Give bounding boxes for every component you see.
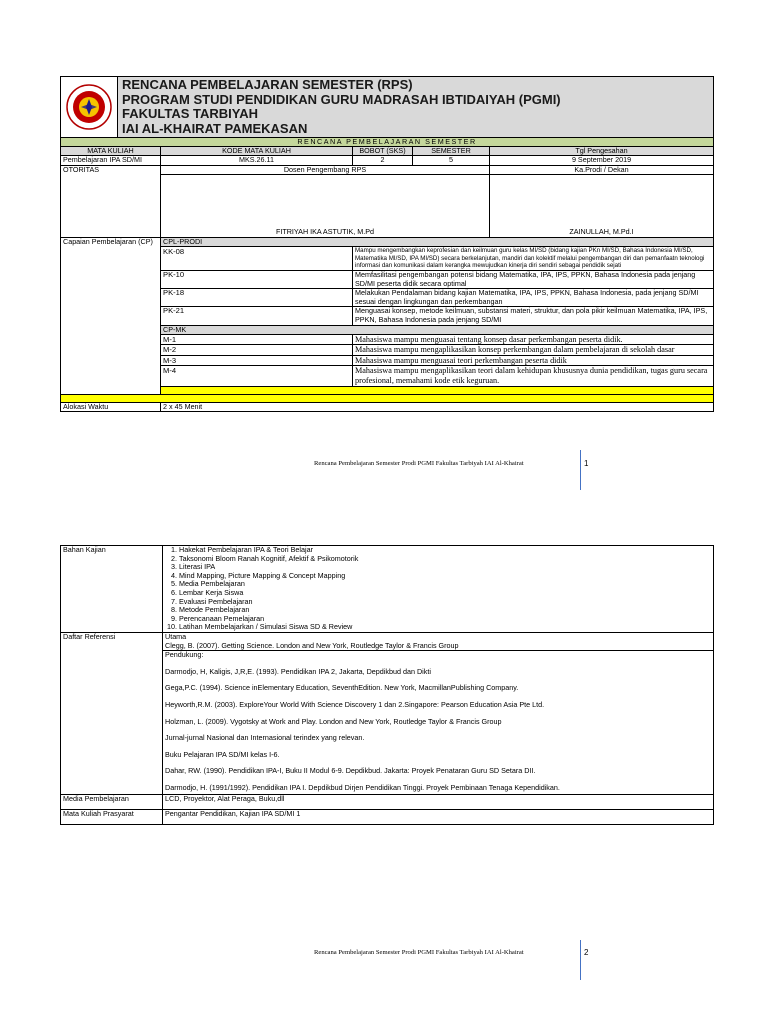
reference-item: Jurnal-jurnal Nasional dan Internasional terindex yang relevan. <box>165 733 365 743</box>
reference-item: Buku Pelajaran IPA SD/MI kelas I-6. <box>165 749 280 759</box>
cpl-code: PK-18 <box>161 289 353 307</box>
cpmk-header: CP-MK <box>161 325 714 334</box>
cpl-header: CPL-PRODI <box>161 238 714 247</box>
course-date: 9 September 2019 <box>490 156 714 166</box>
cpmk-text: Mahasiswa mampu menguasai teori perkembangan peserta didik <box>353 355 714 366</box>
bahan-label: Bahan Kajian <box>61 546 163 633</box>
rps-header <box>61 77 714 138</box>
alokasi-value: 2 x 45 Menit <box>161 402 714 412</box>
cpmk-code: M-1 <box>161 334 353 345</box>
kaprodi-name: ZAINULLAH, M.Pd.I <box>569 226 634 236</box>
university-logo <box>61 77 118 137</box>
alokasi-label: Alokasi Waktu <box>61 402 161 412</box>
cpl-code: PK-10 <box>161 270 353 288</box>
utama-label: Utama <box>165 632 187 641</box>
cpl-text: Melakukan Pendalaman bidang kajian Matematika, IPA, IPS, PPKN, Bahasa Indonesia, pada jenjang SD/MI sesuai dengan lingkungan dan perkembangan <box>353 289 714 307</box>
media-value: LCD, Proyektor, Alat Peraga, Buku,dll <box>163 795 714 810</box>
doc-title: RENCANA PEMBELAJARAN SEMESTER (RPS) <box>122 77 413 92</box>
reference-item: Dahar, RW. (1990). Pendidikan IPA-I, Buku II Modul 6-9. Depdikbud. Jakarta: Proyek Penataran Guru SD Setara DII. <box>165 766 536 776</box>
page-footer-2: Rencana Pembelajaran Semester Prodi PGMI Fakultas Tarbiyah IAI Al-Khairat <box>314 949 524 956</box>
col-semester: SEMESTER <box>413 147 490 156</box>
institution-title: IAI AL-KHAIRAT PAMEKASAN <box>122 120 308 136</box>
faculty-title: FAKULTAS TARBIYAH <box>122 106 259 121</box>
cpl-text: Menguasai konsep, metode keilmuan, substansi materi, struktur, dan pola pikir keilmuan Matematika, IPA, IPS, PPKN, Bahasa Indonesia pada jenjang SD/MI <box>353 307 714 325</box>
utama-ref: Clegg, B. (2007). Getting Science. London and New York, Routledge Taylor & Francis Group <box>165 640 459 650</box>
list-item: 4. Mind Mapping, Picture Mapping & Concept Mapping <box>179 572 711 581</box>
dosen-label: Dosen Pengembang RPS <box>161 165 490 175</box>
rps-band-title: RENCANA PEMBELAJARAN SEMESTER <box>61 138 714 147</box>
page-number-1: 1 <box>584 459 589 468</box>
footer-divider <box>580 450 581 490</box>
list-item: 6. Lembar Kerja Siswa <box>179 589 711 598</box>
cpl-code: PK-21 <box>161 307 353 325</box>
referensi-utama-cell <box>163 632 714 650</box>
capaian-label: Capaian Pembelajaran (CP) <box>61 238 161 394</box>
cpmk-text: Mahasiswa mampu mengaplikasikan konsep perkembangan dalam pembelajaran di sekolah dasar <box>353 345 714 356</box>
page-footer-1: Rencana Pembelajaran Semester Prodi PGMI Fakultas Tarbiyah IAI Al-Khairat <box>314 460 524 467</box>
rps-table <box>60 76 714 412</box>
bahan-list <box>165 546 711 632</box>
bahan-list-cell <box>163 546 714 633</box>
cpl-text: Memfasilitasi pengembangan potensi bidang Matematika, IPA, IPS, PPKN, Bahasa Indonesia pada jenjang SD/MI peserta didik secara optimal <box>353 270 714 288</box>
prasyarat-label: Mata Kuliah Prasyarat <box>61 810 163 825</box>
reference-item: Gega,P.C. (1994). Science inElementary Education, SeventhEdition. New York, MacmillanPublishing Company. <box>165 683 519 693</box>
col-tgl: Tgl Pengesahan <box>490 147 714 156</box>
referensi-pendukung-cell <box>163 651 714 795</box>
prasyarat-value: Pengantar Pendidikan, Kajian IPA SD/MI 1 <box>163 810 714 825</box>
course-name: Pembelajaran IPA SD/MI <box>61 156 161 166</box>
cpmk-code: M-4 <box>161 366 353 386</box>
cpmk-code: M-2 <box>161 345 353 356</box>
col-bobot: BOBOT (SKS) <box>353 147 413 156</box>
col-kode: KODE MATA KULIAH <box>161 147 353 156</box>
logo-emblem-icon <box>66 84 112 130</box>
program-title: PROGRAM STUDI PENDIDIKAN GURU MADRASAH IBTIDAIYAH (PGMI) <box>122 91 561 107</box>
course-sks: 2 <box>353 156 413 166</box>
highlight-row <box>161 386 714 394</box>
dosen-signature-cell <box>161 175 490 238</box>
cpmk-text: Mahasiswa mampu menguasai tentang konsep dasar perkembangan peserta didik. <box>353 334 714 345</box>
reference-item: Heyworth,R.M. (2003). ExploreYour World With Science Discovery 1 dan 2.Singapore: Pearson Education Asia Pte Ltd. <box>165 699 545 709</box>
reference-item: Holzman, L. (2009). Vygotsky at Work and Play. London and New York, Routledge Taylor & Francis Group <box>165 716 502 726</box>
cpl-code: KK-08 <box>161 247 353 271</box>
cpmk-code: M-3 <box>161 355 353 366</box>
dosen-name: FITRIYAH IKA ASTUTIK, M.Pd <box>275 226 375 236</box>
kajian-table <box>60 545 714 825</box>
list-item: 7. Evaluasi Pembelajaran <box>179 598 711 607</box>
list-item: 10. Latihan Membelajarkan / Simulasi Siswa SD & Review <box>179 623 711 632</box>
list-item: 9. Perencanaan Pemelajaran <box>179 615 711 624</box>
pendukung-label: Pendukung: <box>165 650 204 660</box>
cpmk-text: Mahasiswa mampu mengaplikasikan teori dalam kehidupan khususnya dunia pendidikan, tugas guru secara profesional, memahami kode etik keguruan. <box>353 366 714 386</box>
list-item: 2. Taksonomi Bloom Ranah Kognitif, Afektif & Psikomotorik <box>179 555 711 564</box>
course-code: MKS.26.11 <box>161 156 353 166</box>
kaprodi-signature-cell <box>490 175 714 238</box>
col-mata-kuliah: MATA KULIAH <box>61 147 161 156</box>
cpl-text: Mampu mengembangkan keprofesian dan keilmuan guru kelas MI/SD (bidang kajian PKn MI/SD, Bahasa Indonesia MI/SD, Matematika MI/SD, IPA MI/SD) secara berkelanjutan, mandiri dan kolektif melalui pengembangan diri dan pemanfaatn teknologi informasi dan komunikasi dalam kerangka mewujudkan kinerja diri sendiri sebagai pendidik sejati <box>353 247 714 271</box>
list-item: 3. Literasi IPA <box>179 563 711 572</box>
footer-divider <box>580 940 581 980</box>
reference-item: Darmodjo, H, Kaligis, J,R,E. (1993). Pendidikan IPA 2, Jakarta, Depdikbud dan Dikti <box>165 666 431 676</box>
reference-item: Darmodjo, H. (1991/1992). Pendidikan IPA I. Depdikbud Dirjen Pendidikan Tinggi. Proyek Pembinaan Tenaga Kependidikan. <box>165 782 560 792</box>
highlight-separator <box>61 394 714 402</box>
media-label: Media Pembelajaran <box>61 795 163 810</box>
page-number-2: 2 <box>584 948 589 957</box>
list-item: 1. Hakekat Pembelajaran IPA & Teori Belajar <box>179 546 711 555</box>
list-item: 8. Metode Pembelajaran <box>179 606 711 615</box>
otoritas-label: OTORITAS <box>61 165 161 238</box>
kaprodi-label: Ka.Prodi / Dekan <box>490 165 714 175</box>
referensi-label: Daftar Referensi <box>61 632 163 795</box>
list-item: 5. Media Pembelajaran <box>179 580 711 589</box>
course-semester: 5 <box>413 156 490 166</box>
